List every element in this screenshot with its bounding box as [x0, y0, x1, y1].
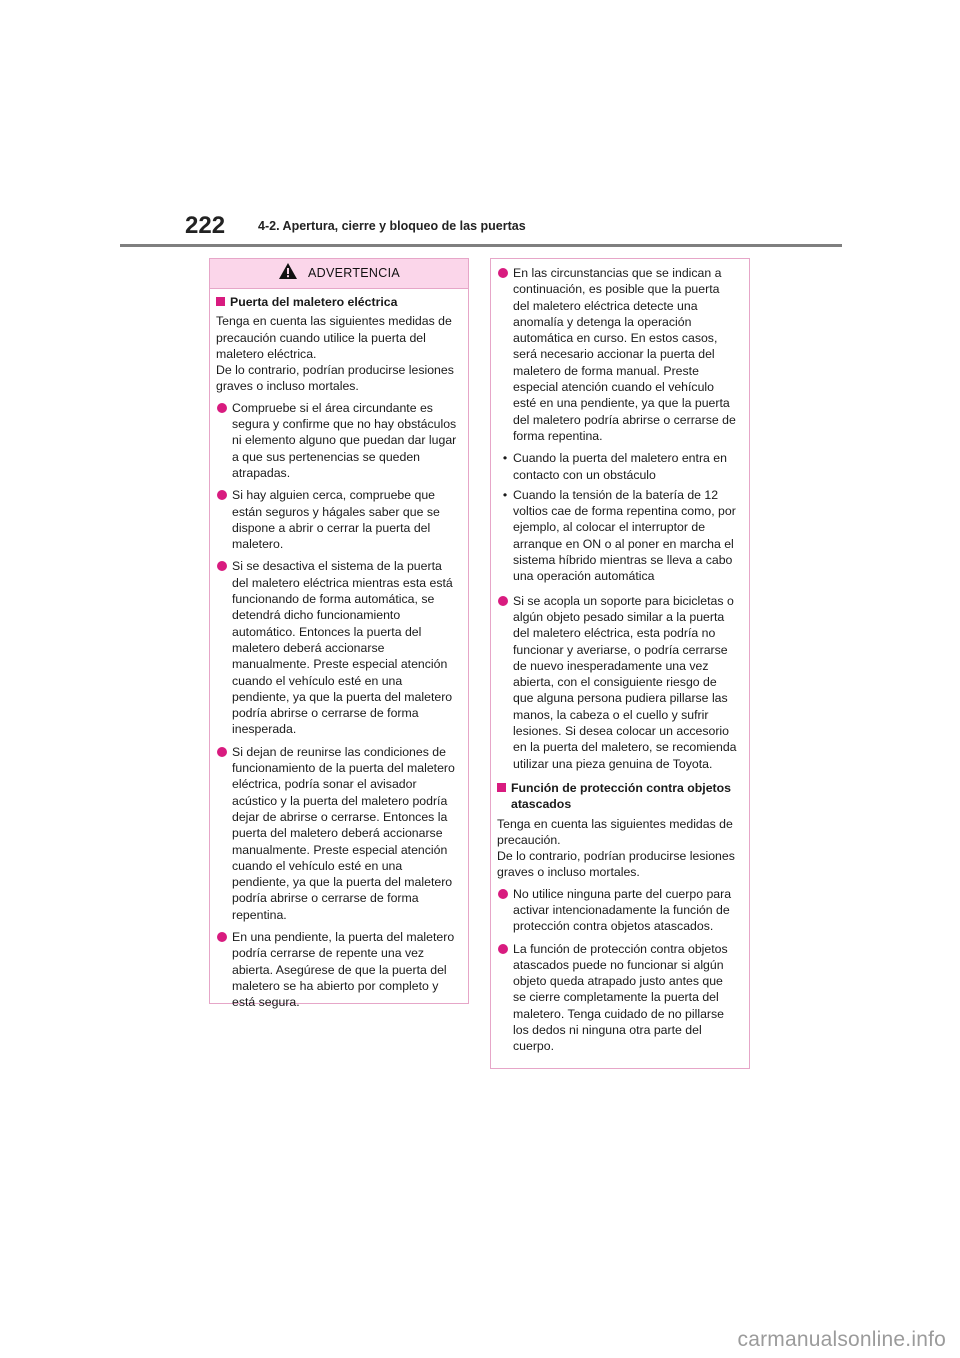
list-item-text: Si hay alguien cerca, compruebe que están seguros y hágales saber que se dispone a abrir o cerrar la puerta del maletero.: [232, 488, 440, 552]
list-item-text: Compruebe si el área circundante es segura y confirme que no hay obstáculos ni elemento alguno que puedan dar lugar a que sus pertenencias se queden atrapadas.: [232, 400, 457, 480]
sub-list-item: [497, 450, 739, 483]
intro-text: Tenga en cuenta las siguientes medidas de precaución cuando utilice la puerta del maletero eléctrica.: [216, 314, 452, 361]
list-item-text: La función de protección contra objetos atascados puede no funcionar si algún objeto queda atrapado justo antes que se cierre completamente la puerta del maletero. Tenga cuidado de no pillarse los dedos ni ninguna otra parte del cuerpo.: [513, 941, 728, 1054]
magenta-dot-icon: [217, 747, 227, 757]
bullet-marker: •: [502, 451, 508, 466]
list-item-text: Si se acopla un soporte para bicicletas o algún objeto pesado similar a la puerta del maletero eléctrica, esta podría no funcionar y averiarse, o podría cerrarse de nuevo inesperadamente una vez abierta, con el consiguiente riesgo de que alguna persona pudiera pillarse las manos, la cabeza o el cuello y sufrir lesiones. Si desea colocar un accesorio en la puerta del maletero, se recomienda utilizar una pieza genuina de Toyota.: [513, 593, 737, 771]
header-divider: [120, 244, 842, 247]
section-heading: [497, 780, 739, 813]
magenta-dot-icon: [217, 490, 227, 500]
heading-text: Función de protección contra objetos atascados: [511, 780, 731, 812]
list-item: [497, 265, 739, 444]
list-item: [216, 744, 458, 923]
magenta-dot-icon: [498, 596, 508, 606]
sub-list-item: [497, 487, 739, 585]
watermark: carmanualsonline.info: [737, 1328, 946, 1351]
sub-list-item-text: Cuando la tensión de la batería de 12 voltios cae de forma repentina como, por ejemplo, al colocar el interruptor de arranque en ON o al poner en marcha el sistema híbrido mientras se lleva a cabo una operación automática: [513, 487, 736, 584]
list-item: [497, 593, 739, 772]
list-item: [497, 886, 739, 935]
list-item-text: En una pendiente, la puerta del maletero podría cerrarse de repente una vez abierta. Asegúrese de que la puerta del maletero se ha abierto por completo y está segura.: [232, 929, 455, 1010]
warning-box: [209, 258, 469, 1010]
magenta-dot-icon: [498, 889, 508, 899]
magenta-dot-icon: [217, 403, 227, 413]
warning-header: [210, 259, 468, 289]
magenta-dot-icon: [498, 268, 508, 278]
list-item: [216, 487, 458, 552]
list-item-text: Si dejan de reunirse las condiciones de funcionamiento de la puerta del maletero eléctrica, podría sonar el avisador acústico y la puerta del maletero podría dejar de abrirse o cerrarse. Entonces la puerta del maletero deberá accionarse manualmente. Preste especial atención cuando el vehículo esté en una pendiente, ya que la puerta del maletero podría abrirse o cerrarse de forma repentina.: [232, 744, 455, 922]
list-item: [216, 400, 458, 481]
magenta-dot-icon: [217, 561, 227, 571]
warning-triangle-icon: [278, 262, 298, 284]
list-item-text: Si se desactiva el sistema de la puerta del maletero eléctrica mientras esta está funcionando de forma automática, se detendrá dicho funcionamiento automático. Entonces la puerta del maletero deberá accionarse manualmente. Preste especial atención cuando el vehículo esté en una pendiente, ya que la puerta del maletero podría abrirse o cerrarse de forma inesperada.: [232, 559, 453, 737]
sub-list-item-text: Cuando la puerta del maletero entra en contacto con un obstáculo: [513, 451, 727, 482]
intro-text-2: De lo contrario, podrían producirse lesiones graves o incluso mortales.: [216, 363, 454, 394]
bullet-marker: •: [502, 487, 508, 502]
magenta-dot-icon: [217, 932, 227, 942]
intro-text-2: De lo contrario, podrían producirse lesiones graves o incluso mortales.: [497, 849, 735, 880]
section-heading: [216, 294, 458, 310]
heading-text: Puerta del maletero eléctrica: [230, 295, 398, 309]
section-title: 4-2. Apertura, cierre y bloqueo de las puertas: [258, 219, 526, 233]
page-number: 222: [185, 212, 226, 239]
list-item: [216, 558, 458, 737]
magenta-square-icon: [497, 783, 506, 792]
intro-text: Tenga en cuenta las siguientes medidas de precaución.: [497, 816, 733, 847]
magenta-dot-icon: [498, 944, 508, 954]
warning-box-continued: [490, 258, 750, 1069]
warning-title: ADVERTENCIA: [308, 266, 400, 281]
list-item-text: No utilice ninguna parte del cuerpo para activar intencionadamente la función de protección contra objetos atascados.: [513, 886, 732, 934]
list-item: [216, 929, 458, 1010]
list-item: [497, 941, 739, 1055]
magenta-square-icon: [216, 297, 225, 306]
list-item-text: En las circunstancias que se indican a continuación, es posible que la puerta del maletero eléctrica detecte una anomalía y detenga la operación automática en curso. En estos casos, será necesario accionar la puerta del maletero de forma manual. Preste especial atención cuando el vehículo esté en una pendiente, ya que la puerta del maletero podría abrirse o cerrarse de forma repentina.: [513, 266, 736, 443]
